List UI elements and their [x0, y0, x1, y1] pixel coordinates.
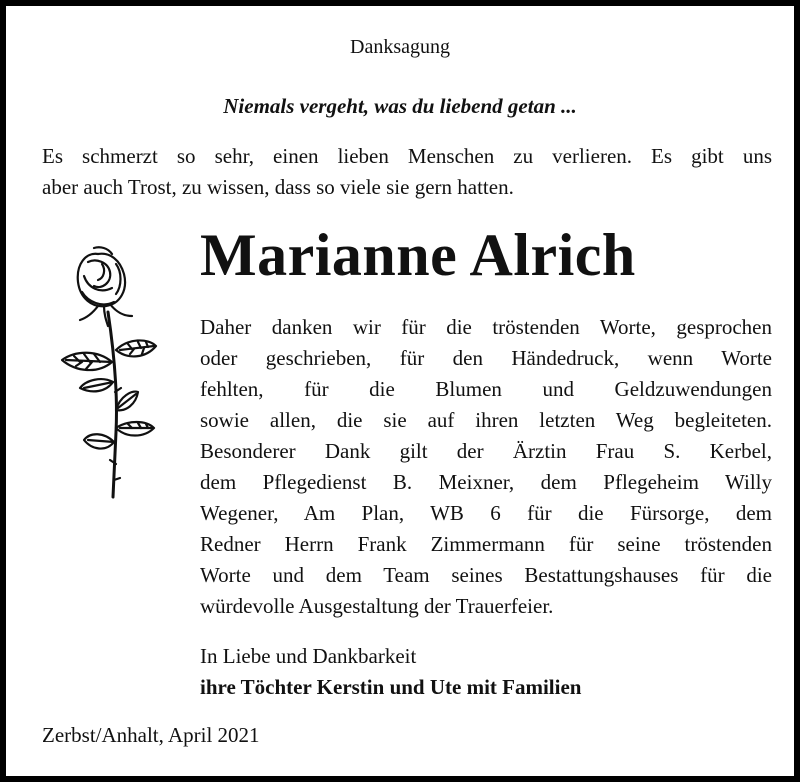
closing-block [200, 641, 581, 703]
thanks-line: Wegener, Am Plan, WB 6 für die Fürsorge, dem [200, 501, 772, 525]
thanks-line: fehlten, für die Blumen und Geldzuwendungen [200, 377, 772, 401]
thanks-line: sowie allen, die sie auf ihren letzten Weg begleiteten. [200, 408, 772, 432]
rose-icon [58, 242, 168, 502]
thanks-line: Worte und dem Team seines Bestattungshauses für die [200, 563, 772, 587]
place-date: Zerbst/Anhalt, April 2021 [42, 723, 260, 747]
notice-heading: Danksagung [350, 36, 450, 58]
intro-line: aber auch Trost, zu wissen, dass so viele sie gern hatten. [42, 175, 514, 199]
deceased-name: Marianne Alrich [200, 222, 636, 288]
thanks-paragraph [200, 312, 772, 622]
intro-line: Es schmerzt so sehr, einen lieben Menschen zu verlieren. Es gibt uns [42, 144, 772, 168]
thanks-line: Redner Herrn Frank Zimmermann für seine tröstenden [200, 532, 772, 556]
notice-motto: Niemals vergeht, was du liebend getan ... [223, 94, 577, 118]
thanks-line: dem Pflegedienst B. Meixner, dem Pflegeheim Willy [200, 470, 772, 494]
thanks-line: Besonderer Dank gilt der Ärztin Frau S. Kerbel, [200, 439, 772, 463]
intro-paragraph [42, 141, 772, 203]
closing-phrase: In Liebe und Dankbarkeit [200, 644, 417, 668]
thanks-line: oder geschrieben, für den Händedruck, wenn Worte [200, 346, 772, 370]
thanks-line: würdevolle Ausgestaltung der Trauerfeier. [200, 594, 554, 618]
signature: ihre Töchter Kerstin und Ute mit Familien [200, 675, 582, 699]
thanks-line: Daher danken wir für die tröstenden Worte, gesprochen [200, 315, 772, 339]
